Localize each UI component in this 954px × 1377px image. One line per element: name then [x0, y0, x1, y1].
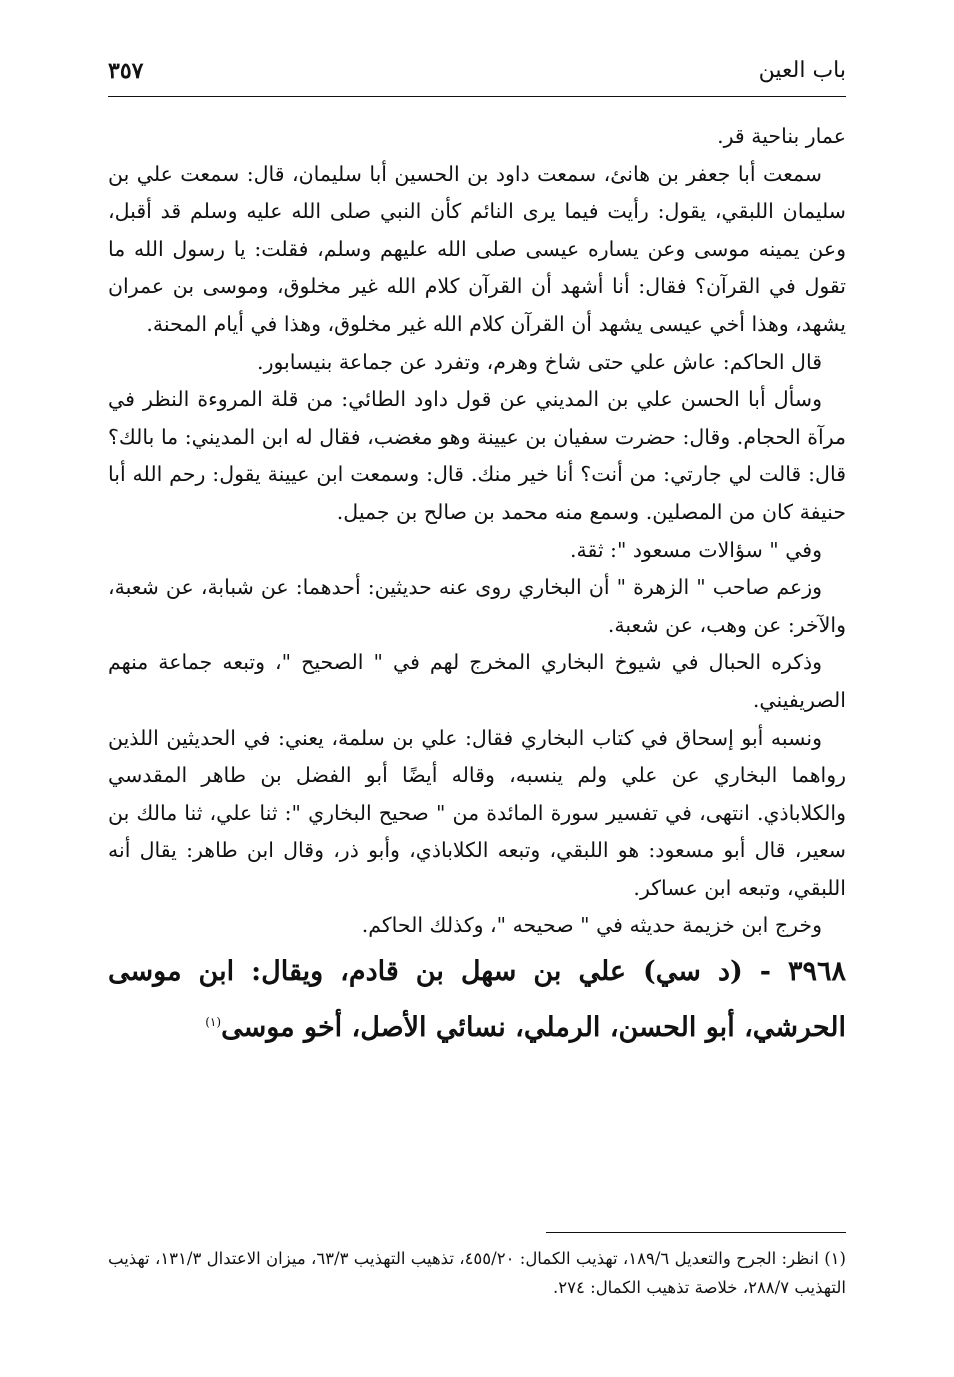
footnote: (١) انظر: الجرح والتعديل ١٨٩/٦، تهذيب الكمال: ٤٥٥/٢٠، تذهيب التهذيب ٦٣/٣، ميزان الاعتدال ١٣١/٣، تهذيب التهذيب ٢٨٨/٧، خلاصة تذهيب الكمال: ٢٧٤. [108, 1249, 846, 1297]
entry-heading-text: ٣٩٦٨ - (د سي) علي بن سهل بن قادم، ويقال: ابن موسى الحرشي، أبو الحسن، الرملي، نسائي الأصل، أخو موسى [108, 956, 846, 1044]
paragraph: قال الحاكم: عاش علي حتى شاخ وهرم، وتفرد عن جماعة بنيسابور. [257, 349, 822, 374]
page-number: ٣٥٧ [108, 58, 144, 84]
paragraph: سمعت أبا جعفر بن هانئ، سمعت داود بن الحسين أبا سليمان، قال: سمعت علي بن سليمان اللبقي، يقول: رأيت فيما يرى النائم كأن النبي صلى الله عليه وسلم قد أقبل، وعن يمينه موسى وعن يساره عيسى صلى الله عليهم وسلم، فقلت: يا رسول الله ما تقول في القرآن؟ فقال: أنا أشهد أن القرآن كلام الله غير مخلوق، وموسى بن عمران يشهد، وهذا أخي عيسى يشهد أن القرآن كلام الله غير مخلوق، وهذا في أيام المحنة. [108, 161, 846, 336]
paragraph: ونسبه أبو إسحاق في كتاب البخاري فقال: علي بن سلمة، يعني: في الحديثين اللذين رواهما البخاري عن علي ولم ينسبه، وقاله أيضًا أبو الفضل بن طاهر المقدسي والكلاباذي. انتهى، في تفسير سورة المائدة من " صحيح البخاري ": ثنا علي، ثنا مالك بن سعير، قال أبو مسعود: هو اللبقي، وتبعه الكلاباذي، وأبو ذر، وقال ابن طاهر: يقال أنه اللبقي، وتبعه ابن عساكر. [108, 725, 846, 900]
footnote-divider [546, 1232, 846, 1233]
paragraph: وذكره الحبال في شيوخ البخاري المخرج لهم في " الصحيح "، وتبعه جماعة منهم الصريفيني. [108, 650, 846, 712]
paragraph: وخرج ابن خزيمة حديثه في " صحيحه "، وكذلك الحاكم. [361, 913, 822, 938]
page-header [108, 58, 846, 94]
paragraph: وزعم صاحب " الزهرة " أن البخاري روى عنه حديثين: أحدهما: عن شبابة، عن شعبة، والآخر: عن وهب، عن شعبة. [108, 575, 846, 637]
page-body [108, 118, 846, 1053]
entry-heading [108, 947, 846, 1053]
chapter-title: باب العين [758, 58, 846, 83]
header-divider [108, 96, 846, 97]
paragraph: عمار بناحية قر. [717, 124, 846, 148]
footnote-marker: (١) [205, 1015, 222, 1030]
paragraph: وفي " سؤالات مسعود ": ثقة. [569, 537, 822, 562]
paragraph: وسأل أبا الحسن علي بن المديني عن قول داود الطائي: من قلة المروءة النظر في مرآة الحجام. وقال: حضرت سفيان بن عيينة وهو مغضب، فقال له ابن المديني: ما بالك؟ قال: قالت لي جارتي: من أنت؟ أنا خير منك. قال: وسمعت ابن عيينة يقول: رحم الله أبا حنيفة كان من المصلين. وسمع منه محمد بن صالح بن جميل. [108, 387, 846, 524]
